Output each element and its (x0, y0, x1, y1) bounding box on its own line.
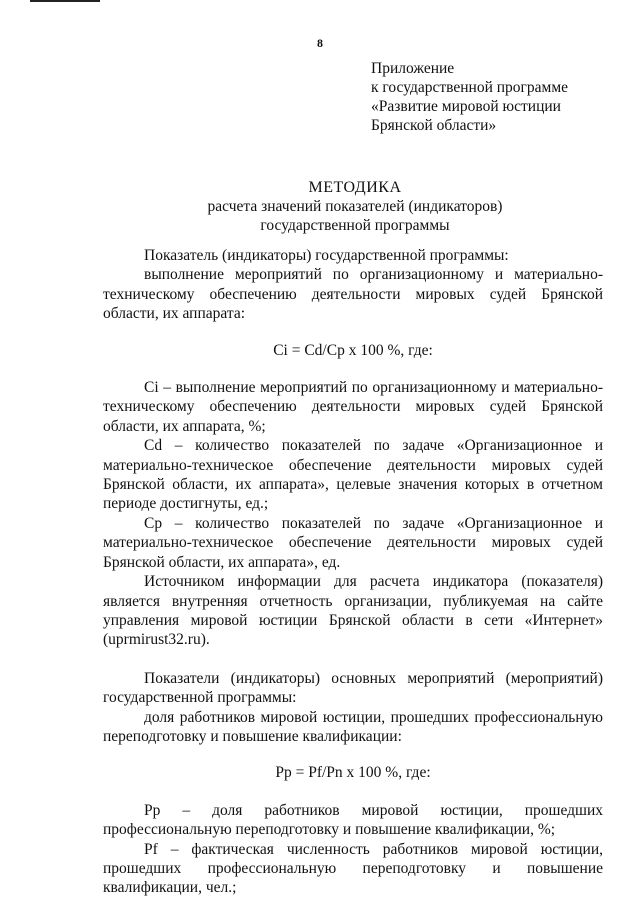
title-sub-line: расчета значений показателей (индикаторов) (207, 198, 503, 215)
title-main: МЕТОДИКА (308, 179, 402, 196)
document-title (100, 178, 610, 235)
section2-heading: Показатели (индикаторы) основных мероприятий (мероприятий) государственной программы: (103, 669, 603, 707)
title-sub-line: государственной программы (260, 217, 450, 234)
document-body (103, 246, 603, 898)
formula-pp: Pp = Pf/Pn x 100 %, где: (275, 764, 431, 782)
section2-indicator: доля работников мировой юстиции, прошедших профессиональную переподготовку и повышение квалификации: (103, 708, 603, 745)
definition-ci: Ci – выполнение мероприятий по организационному и материально-техническому обеспечению деятельности мировых судей Брянской области, их аппарата, %; (103, 379, 603, 435)
definition-pf: Pf – фактическая численность работников мировой юстиции, прошедших профессиональную переподготовку и повышение квалификации, чел.; (103, 840, 603, 897)
appendix-line: к государственной программе (371, 79, 569, 96)
definition-cd: Cd – количество показателей по задаче «Организационное и материально-техническое обеспечение деятельности мировых судей Брянской области, их аппарата», целевые значения которых в отчетном периоде достигнуты, ед.; (103, 437, 603, 513)
appendix-line: Брянской области» (371, 117, 497, 134)
appendix-line: «Развитие мировой юстиции (371, 98, 561, 115)
section1-indicator: выполнение мероприятий по организационному и материально-техническому обеспечению деятельности мировых судей Брянской области, их аппарата: (103, 266, 603, 323)
source-paragraph: Источником информации для расчета индикатора (показателя) является внутренняя отчетность организации, публикуемая на сайте управления мировой юстиции Брянской области в сети «Интернет» (uprmirust32.ru). (103, 573, 603, 649)
top-rule (30, 0, 100, 2)
section1-heading: Показатель (индикаторы) государственной программы: (144, 247, 509, 264)
page-number: 8 (317, 36, 323, 50)
definition-pp: Pp – доля работников мировой юстиции, прошедших профессиональную переподготовку и повышение квалификации, %; (103, 801, 603, 839)
appendix-line: Приложение (371, 60, 455, 77)
appendix-block (371, 59, 631, 135)
formula-ci: Ci = Cd/Cp x 100 %, где: (273, 341, 433, 359)
definition-cp: Cp – количество показателей по задаче «Организационное и материально-техническое обеспечение деятельности мировых судей Брянской области, их аппарата», ед. (103, 514, 603, 571)
